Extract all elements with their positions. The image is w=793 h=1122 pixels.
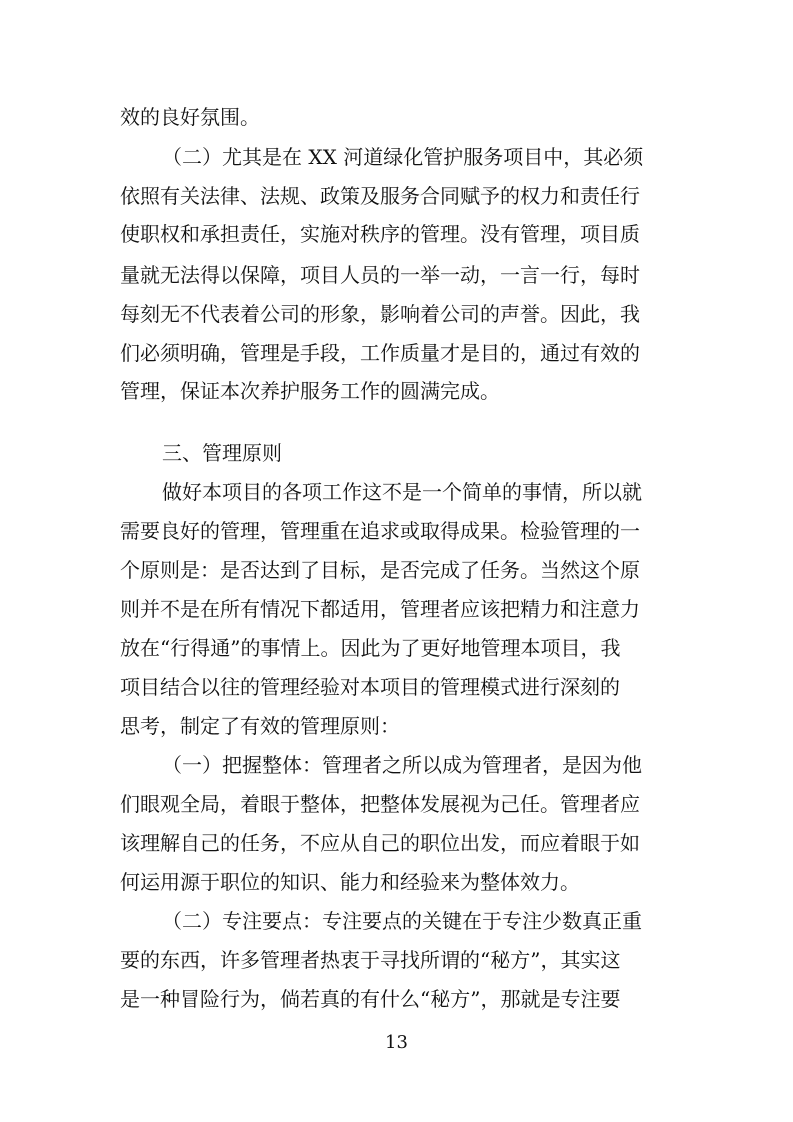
text-line: 是一种冒险行为，倘若真的有什么“秘方”，那就是专注要 xyxy=(120,987,621,1011)
text-line: 们必须明确，管理是手段，工作质量才是目的，通过有效的 xyxy=(120,341,640,365)
text-line: 效的良好氛围。 xyxy=(120,105,260,129)
text-line: （二）尤其是在 XX 河道绿化管护服务项目中，其必须 xyxy=(162,145,644,169)
text-line: 项目结合以往的管理经验对本项目的管理模式进行深刻的 xyxy=(120,675,620,699)
text-line: 个原则是：是否达到了目标，是否完成了任务。当然这个原 xyxy=(120,558,640,582)
text-line: （二）专注要点：专注要点的关键在于专注少数真正重 xyxy=(162,909,642,933)
text-line: 使职权和承担责任，实施对秩序的管理。没有管理，项目质 xyxy=(120,222,640,246)
text-line: 思考，制定了有效的管理原则： xyxy=(120,714,400,738)
text-line: （一）把握整体：管理者之所以成为管理者，是因为他 xyxy=(162,753,642,777)
text-line: 何运用源于职位的知识、能力和经验来为整体效力。 xyxy=(120,870,580,894)
text-line: 们眼观全局，着眼于整体，把整体发展视为己任。管理者应 xyxy=(120,792,640,816)
text-line: 管理，保证本次养护服务工作的圆满完成。 xyxy=(120,379,500,403)
text-line: 依照有关法律、法规、政策及服务合同赋予的权力和责任行 xyxy=(120,184,640,208)
section-heading: 三、管理原则 xyxy=(162,441,282,465)
text-line: 要的东西，许多管理者热衷于寻找所谓的“秘方”，其实这 xyxy=(120,948,621,972)
text-line: 放在“行得通”的事情上。因此为了更好地管理本项目，我 xyxy=(120,636,621,660)
text-line: 做好本项目的各项工作这不是一个简单的事情，所以就 xyxy=(162,480,642,504)
text-line: 该理解自己的任务，不应从自己的职位出发，而应着眼于如 xyxy=(120,831,640,855)
text-line: 量就无法得以保障，项目人员的一举一动，一言一行，每时 xyxy=(120,263,640,287)
text-line: 每刻无不代表着公司的形象，影响着公司的声誉。因此，我 xyxy=(120,302,640,326)
text-line: 需要良好的管理，管理重在追求或取得成果。检验管理的一 xyxy=(120,519,640,543)
text-line: 则并不是在所有情况下都适用，管理者应该把精力和注意力 xyxy=(120,597,640,621)
page-number: 13 xyxy=(385,1032,408,1053)
